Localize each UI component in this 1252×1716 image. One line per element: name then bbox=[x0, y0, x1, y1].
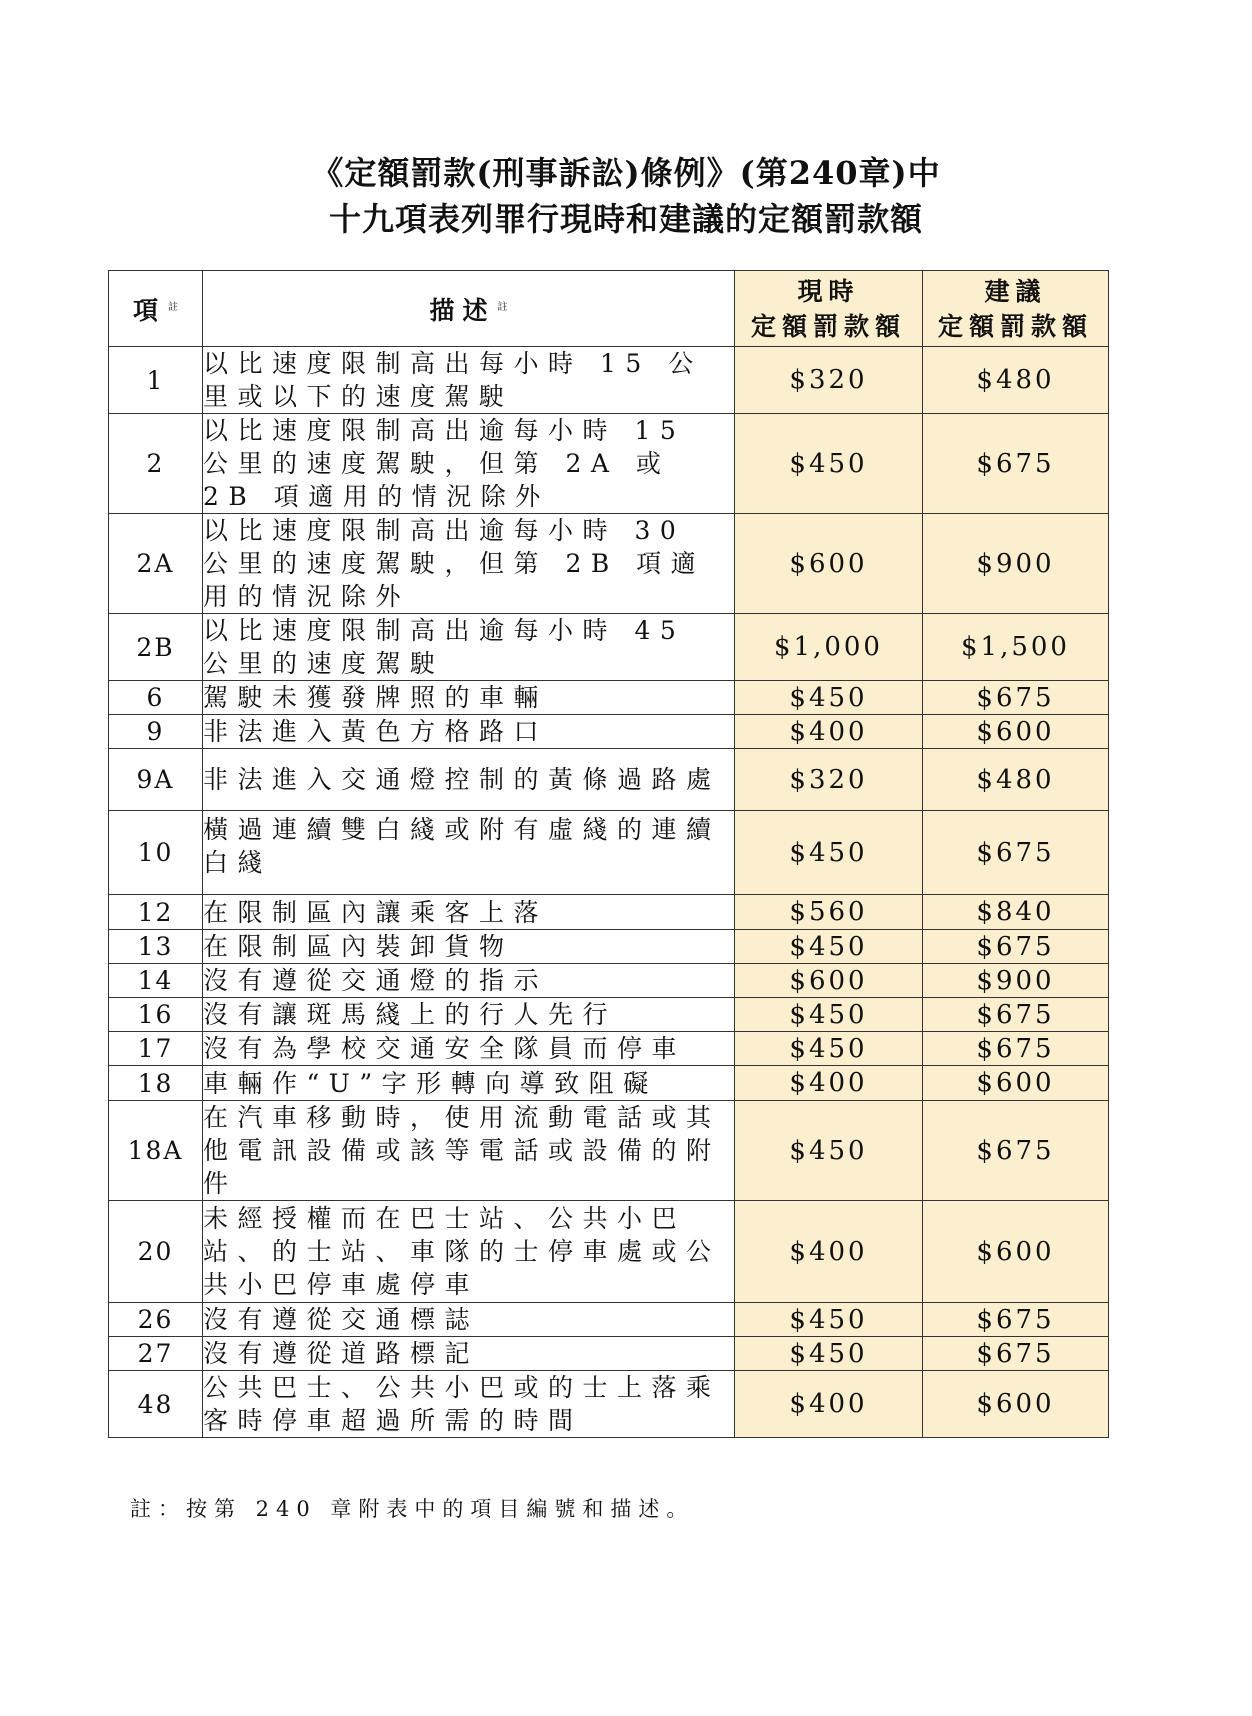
header-proposed-fine: 建議 定額罰款額 bbox=[923, 271, 1109, 347]
table-row bbox=[109, 749, 1109, 811]
row-proposed-fine: $675 bbox=[923, 681, 1109, 715]
row-description: 沒有遵從道路標記 bbox=[203, 1337, 735, 1371]
table-row bbox=[109, 1101, 1109, 1201]
row-description: 以比速度限制高出每小時 15 公里或以下的速度駕駛 bbox=[203, 347, 735, 414]
row-current-fine: $450 bbox=[735, 811, 923, 895]
table-row bbox=[109, 1032, 1109, 1066]
row-description: 非法進入交通燈控制的黃條過路處 bbox=[203, 749, 735, 811]
row-item: 9 bbox=[109, 715, 203, 749]
page-title-line-1: 《定額罰款(刑事訴訟)條例》(第240章)中 bbox=[311, 154, 941, 192]
row-description: 沒有為學校交通安全隊員而停車 bbox=[203, 1032, 735, 1066]
row-current-fine: $450 bbox=[735, 998, 923, 1032]
row-item: 27 bbox=[109, 1337, 203, 1371]
row-current-fine: $560 bbox=[735, 895, 923, 930]
row-proposed-fine: $675 bbox=[923, 414, 1109, 514]
header-description-note: 註 bbox=[497, 301, 508, 313]
row-item: 16 bbox=[109, 998, 203, 1032]
table-row bbox=[109, 514, 1109, 614]
row-item: 1 bbox=[109, 347, 203, 414]
table-row bbox=[109, 895, 1109, 930]
table-row bbox=[109, 930, 1109, 964]
row-proposed-fine: $1,500 bbox=[923, 614, 1109, 681]
row-current-fine: $400 bbox=[735, 1201, 923, 1303]
row-current-fine: $320 bbox=[735, 347, 923, 414]
row-current-fine: $450 bbox=[735, 681, 923, 715]
row-item: 17 bbox=[109, 1032, 203, 1066]
row-description: 橫過連續雙白綫或附有虛綫的連續白綫 bbox=[203, 811, 735, 895]
header-item-note: 註 bbox=[168, 301, 178, 313]
row-proposed-fine: $675 bbox=[923, 1337, 1109, 1371]
page-title-line-2: 十九項表列罪行現時和建議的定額罰款額 bbox=[328, 200, 923, 238]
row-proposed-fine: $675 bbox=[923, 930, 1109, 964]
row-current-fine: $400 bbox=[735, 1371, 923, 1438]
row-item: 2A bbox=[109, 514, 203, 614]
table-row bbox=[109, 347, 1109, 414]
table-row bbox=[109, 811, 1109, 895]
table-row bbox=[109, 1303, 1109, 1337]
table-row bbox=[109, 1066, 1109, 1101]
row-description: 以比速度限制高出逾每小時 15 公里的速度駕駛，但第 2A 或 2B 項適用的情況除外 bbox=[203, 414, 735, 514]
row-proposed-fine: $480 bbox=[923, 749, 1109, 811]
header-description: 描述 $^註$ bbox=[203, 271, 735, 347]
row-proposed-fine: $900 bbox=[923, 964, 1109, 998]
row-item: 20 bbox=[109, 1201, 203, 1303]
row-item: 2B bbox=[109, 614, 203, 681]
row-proposed-fine: $675 bbox=[923, 1101, 1109, 1201]
row-description: 以比速度限制高出逾每小時 30 公里的速度駕駛，但第 2B 項適用的情況除外 bbox=[203, 514, 735, 614]
table-row bbox=[109, 964, 1109, 998]
row-item: 18A bbox=[109, 1101, 203, 1201]
row-item: 2 bbox=[109, 414, 203, 514]
row-proposed-fine: $600 bbox=[923, 1201, 1109, 1303]
row-item: 9A bbox=[109, 749, 203, 811]
row-proposed-fine: $840 bbox=[923, 895, 1109, 930]
row-current-fine: $400 bbox=[735, 1066, 923, 1101]
row-current-fine: $600 bbox=[735, 514, 923, 614]
table-header-row bbox=[109, 271, 1109, 347]
row-current-fine: $450 bbox=[735, 1032, 923, 1066]
row-description: 沒有遵從交通燈的指示 bbox=[203, 964, 735, 998]
row-description: 沒有遵從交通標誌 bbox=[203, 1303, 735, 1337]
table-row bbox=[109, 1337, 1109, 1371]
row-description: 未經授權而在巴士站、公共小巴站、的士站、車隊的士停車處或公共小巴停車處停車 bbox=[203, 1201, 735, 1303]
footnote: 註：按第 240 章附表中的項目編號和描述。 bbox=[130, 1497, 695, 1521]
row-description: 公共巴士、公共小巴或的士上落乘客時停車超過所需的時間 bbox=[203, 1371, 735, 1438]
row-item: 48 bbox=[109, 1371, 203, 1438]
row-current-fine: $400 bbox=[735, 715, 923, 749]
table-row bbox=[109, 1371, 1109, 1438]
row-item: 18 bbox=[109, 1066, 203, 1101]
row-proposed-fine: $600 bbox=[923, 715, 1109, 749]
row-proposed-fine: $900 bbox=[923, 514, 1109, 614]
row-current-fine: $450 bbox=[735, 1337, 923, 1371]
header-item: 項 $^註$ bbox=[109, 271, 203, 347]
header-current-fine: 現時 定額罰款額 bbox=[735, 271, 923, 347]
table-row bbox=[109, 998, 1109, 1032]
row-item: 13 bbox=[109, 930, 203, 964]
row-proposed-fine: $675 bbox=[923, 811, 1109, 895]
table-row bbox=[109, 614, 1109, 681]
row-proposed-fine: $675 bbox=[923, 1303, 1109, 1337]
row-description: 在限制區內裝卸貨物 bbox=[203, 930, 735, 964]
row-current-fine: $1,000 bbox=[735, 614, 923, 681]
row-proposed-fine: $675 bbox=[923, 1032, 1109, 1066]
row-item: 26 bbox=[109, 1303, 203, 1337]
row-proposed-fine: $675 bbox=[923, 998, 1109, 1032]
row-current-fine: $450 bbox=[735, 1303, 923, 1337]
fines-table bbox=[108, 270, 1109, 1438]
row-current-fine: $450 bbox=[735, 930, 923, 964]
row-description: 在限制區內讓乘客上落 bbox=[203, 895, 735, 930]
row-current-fine: $600 bbox=[735, 964, 923, 998]
row-description: 以比速度限制高出逾每小時 45 公里的速度駕駛 bbox=[203, 614, 735, 681]
row-current-fine: $450 bbox=[735, 1101, 923, 1201]
row-item: 10 bbox=[109, 811, 203, 895]
row-description: 在汽車移動時，使用流動電話或其他電訊設備或該等電話或設備的附件 bbox=[203, 1101, 735, 1201]
row-item: 12 bbox=[109, 895, 203, 930]
row-proposed-fine: $480 bbox=[923, 347, 1109, 414]
row-item: 6 bbox=[109, 681, 203, 715]
row-description: 沒有讓斑馬綫上的行人先行 bbox=[203, 998, 735, 1032]
row-proposed-fine: $600 bbox=[923, 1371, 1109, 1438]
row-item: 14 bbox=[109, 964, 203, 998]
table-row bbox=[109, 1201, 1109, 1303]
row-current-fine: $320 bbox=[735, 749, 923, 811]
row-description: 駕駛未獲發牌照的車輛 bbox=[203, 681, 735, 715]
table-row bbox=[109, 681, 1109, 715]
table-row bbox=[109, 715, 1109, 749]
row-description: 非法進入黃色方格路口 bbox=[203, 715, 735, 749]
table-row bbox=[109, 414, 1109, 514]
row-proposed-fine: $600 bbox=[923, 1066, 1109, 1101]
row-description: 車輛作“U”字形轉向導致阻礙 bbox=[203, 1066, 735, 1101]
row-current-fine: $450 bbox=[735, 414, 923, 514]
